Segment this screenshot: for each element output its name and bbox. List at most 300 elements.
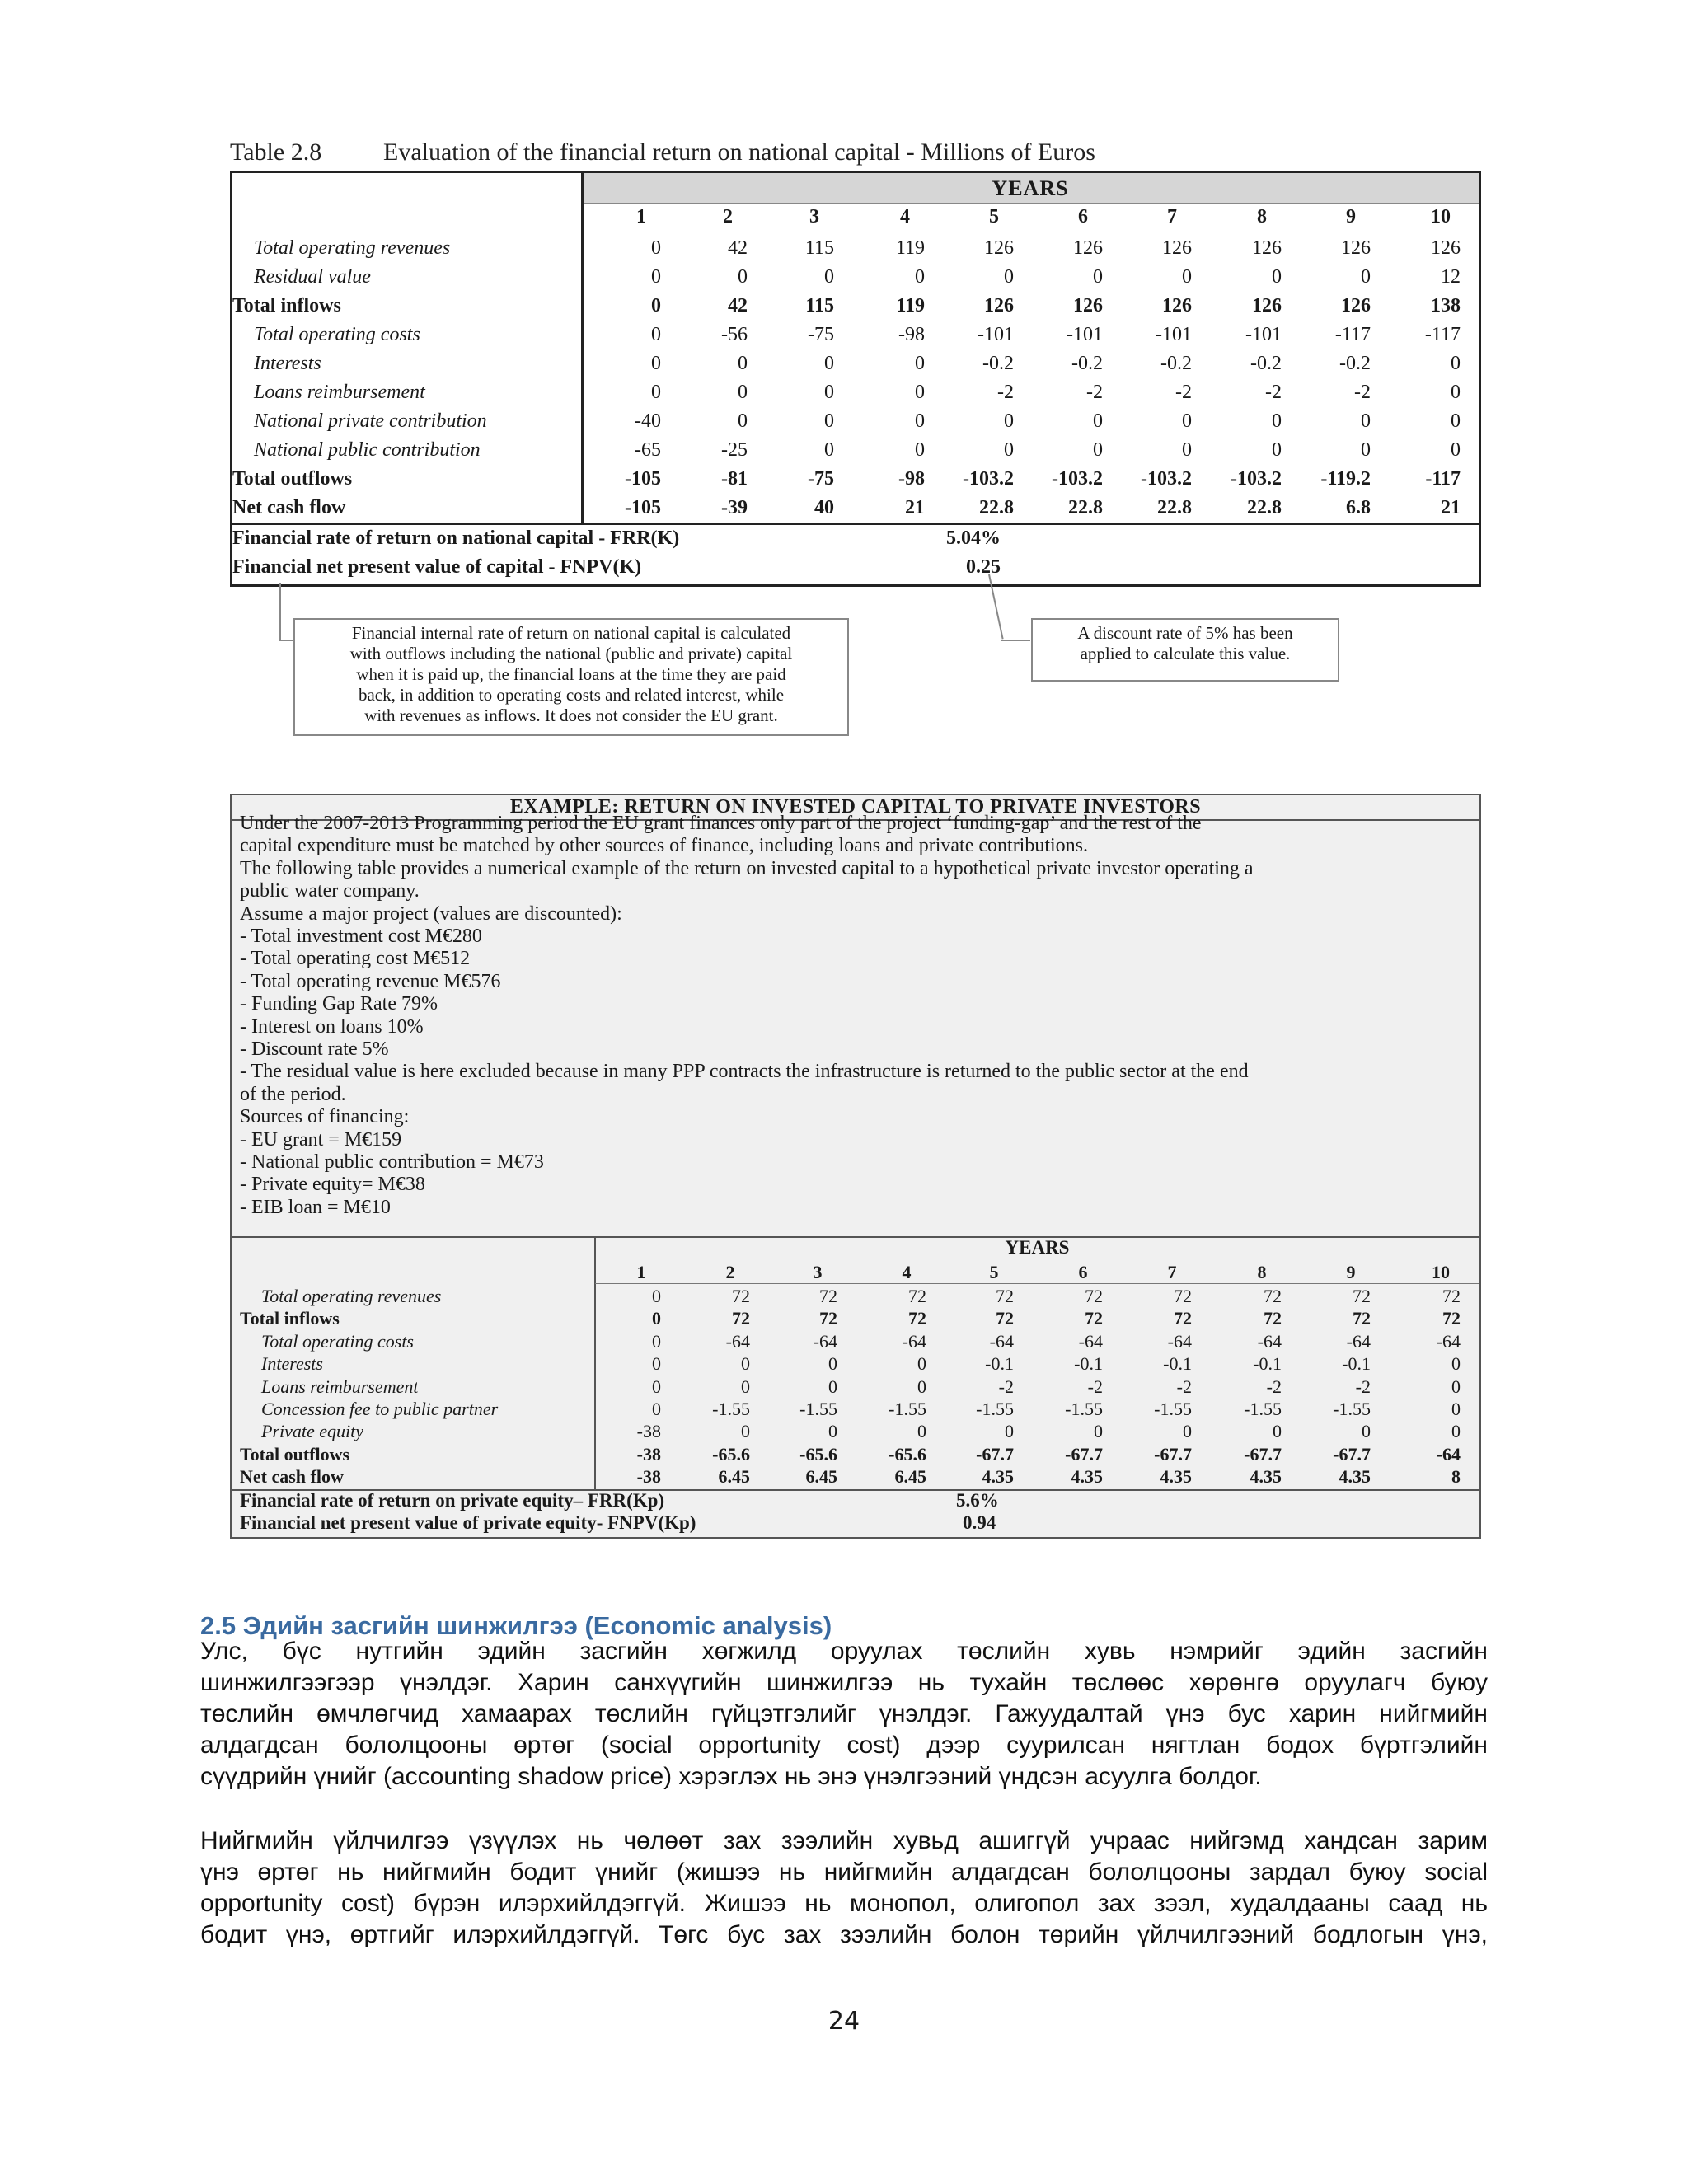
year-cell: 4: [900, 206, 910, 227]
value-cell: 0: [1361, 410, 1371, 432]
value-cell: 0: [1182, 410, 1192, 432]
value-cell: -64: [725, 1330, 750, 1352]
value-cell: 0: [1451, 1399, 1461, 1419]
value-cell: 126: [1341, 295, 1371, 316]
callout-line: Financial internal rate of return on national capital is calculated: [351, 623, 791, 643]
value-cell: -75: [808, 324, 834, 345]
value-cell: -1.55: [1065, 1399, 1103, 1419]
example-line: public water company.: [240, 880, 420, 902]
year-cell: 7: [1167, 206, 1177, 227]
value-cell: 21: [905, 497, 925, 518]
example-line: Sources of financing:: [240, 1106, 410, 1128]
value-cell: 126: [1252, 295, 1282, 316]
value-cell: 0: [651, 324, 661, 345]
value-cell: 126: [1252, 237, 1282, 259]
row-label: Residual value: [254, 266, 371, 288]
table-row: [232, 378, 1479, 407]
section-heading: 2.5 Эдийн засгийн шинжилгээ (Economic analysis): [200, 1611, 832, 1640]
example-fnpv-value: 0.94: [963, 1512, 996, 1533]
value-cell: 22.8: [1068, 497, 1103, 518]
value-cell: 0: [652, 1308, 661, 1329]
value-cell: 0: [651, 266, 661, 288]
year-cell: 8: [1257, 1262, 1267, 1282]
paragraph-line: төслийн өмчлөгчид хамаарах төслийн гүйцэтгэлийг үнэлдэг. Гажуудалтай үнэ бус харин нийгмийн: [200, 1700, 1488, 1727]
value-cell: 126: [984, 237, 1014, 259]
value-cell: 126: [1073, 295, 1103, 316]
value-cell: 0: [652, 1376, 661, 1397]
example-line: - Total operating cost M€512: [240, 948, 471, 970]
value-cell: 0: [652, 1330, 661, 1352]
value-cell: -56: [721, 324, 748, 345]
value-cell: 0: [1272, 266, 1282, 288]
value-cell: 0: [824, 266, 834, 288]
example-table-row: [232, 1284, 1479, 1306]
value-cell: -2: [1354, 382, 1371, 403]
table-row: [232, 349, 1479, 378]
value-cell: 0: [1362, 1421, 1371, 1442]
paragraph-2: [200, 1825, 1488, 1951]
value-cell: 0: [828, 1376, 837, 1397]
table-row: [232, 407, 1479, 436]
table-caption: [230, 138, 1095, 166]
value-cell: 0: [1004, 266, 1014, 288]
paragraph-line: бодит үнэ, өртгийг илэрхийлдэггүй. Төгс бус зах зээлийн болон төрийн үйлчилгээний бодлогын үнэ,: [200, 1921, 1488, 1948]
example-table-row: [232, 1397, 1479, 1419]
value-cell: -103.2: [1141, 468, 1192, 490]
example-table-row: [232, 1352, 1479, 1374]
value-cell: -1.55: [799, 1399, 837, 1419]
value-cell: -64: [989, 1330, 1014, 1352]
value-cell: 0: [741, 1353, 750, 1375]
paragraph-line: үнэ өртөг нь нийгмийн бодит үнийг (жишээ нь нийгмийн алдагдсан бололцооны зардал буюу social: [200, 1858, 1488, 1886]
value-cell: 72: [1085, 1286, 1103, 1306]
value-cell: 0: [1451, 439, 1461, 461]
example-line: capital expenditure must be matched by other sources of finance, including loans and private contributions.: [240, 835, 1089, 857]
value-cell: 0: [738, 382, 748, 403]
value-cell: 22.8: [1247, 497, 1282, 518]
value-cell: -2: [1355, 1376, 1371, 1397]
fnpv-value: 0.25: [966, 556, 1001, 578]
year-cell: 4: [902, 1262, 912, 1282]
value-cell: 115: [804, 237, 834, 259]
value-cell: -0.2: [1071, 353, 1103, 374]
table-row: [232, 321, 1479, 349]
value-cell: -40: [635, 410, 661, 432]
value-cell: -2: [1265, 382, 1282, 403]
value-cell: 0: [828, 1353, 837, 1375]
value-cell: 126: [1162, 237, 1192, 259]
row-label: Loans reimbursement: [254, 382, 425, 403]
value-cell: -117: [1425, 468, 1461, 490]
value-cell: -101: [1067, 324, 1103, 345]
value-cell: 0: [824, 410, 834, 432]
year-cell: 2: [723, 206, 733, 227]
value-cell: -1.55: [976, 1399, 1014, 1419]
value-cell: 72: [1174, 1286, 1192, 1306]
value-cell: 40: [814, 497, 834, 518]
row-label: Loans reimbursement: [261, 1376, 419, 1397]
example-line: Assume a major project (values are discounted):: [240, 902, 622, 925]
value-cell: -101: [1245, 324, 1282, 345]
year-cell: 3: [813, 1262, 823, 1282]
value-cell: -117: [1334, 324, 1371, 345]
value-cell: 0: [652, 1353, 661, 1375]
value-cell: 0: [651, 295, 661, 316]
value-cell: 0: [915, 353, 925, 374]
value-cell: 0: [915, 410, 925, 432]
value-cell: 4.35: [1071, 1466, 1103, 1488]
value-cell: -64: [1346, 1330, 1371, 1352]
callout-line: with outflows including the national (public and private) capital: [349, 644, 793, 663]
value-cell: -65.6: [712, 1443, 750, 1465]
example-line: - The residual value is here excluded because in many PPP contracts the infrastructure is returned to the public sector at the end: [240, 1061, 1249, 1083]
value-cell: 72: [732, 1286, 750, 1306]
year-cell: 5: [989, 1262, 999, 1282]
value-cell: -1.55: [889, 1399, 926, 1419]
year-cell: 10: [1431, 206, 1451, 227]
value-cell: 0: [738, 266, 748, 288]
value-cell: 0: [828, 1421, 837, 1442]
value-cell: 0: [1272, 410, 1282, 432]
value-cell: 0: [824, 439, 834, 461]
value-cell: -0.2: [1339, 353, 1371, 374]
value-cell: -0.1: [1074, 1353, 1103, 1375]
callout-frr-note: [293, 618, 849, 736]
value-cell: -0.1: [1342, 1353, 1371, 1375]
value-cell: 0: [1272, 439, 1282, 461]
value-cell: -0.1: [1163, 1353, 1192, 1375]
value-cell: 72: [1264, 1308, 1282, 1329]
value-cell: -1.55: [1154, 1399, 1192, 1419]
value-cell: 0: [915, 382, 925, 403]
value-cell: 0: [741, 1376, 750, 1397]
value-cell: -0.2: [1250, 353, 1282, 374]
paragraph-line: сүүдрийн үнийг (accounting shadow price) хэрэглэх нь энэ үнэлгээний үндсэн асуулга болдог.: [200, 1763, 1262, 1790]
example-line: - Funding Gap Rate 79%: [240, 993, 438, 1015]
value-cell: 72: [996, 1286, 1014, 1306]
example-years-header: YEARS: [1005, 1237, 1070, 1258]
value-cell: 4.35: [1250, 1466, 1282, 1488]
row-label: National private contribution: [254, 410, 487, 432]
value-cell: 126: [1073, 237, 1103, 259]
value-cell: 72: [908, 1286, 926, 1306]
year-cell: 1: [636, 206, 646, 227]
value-cell: -38: [636, 1421, 661, 1442]
value-cell: 72: [1442, 1286, 1461, 1306]
value-cell: -67.7: [1244, 1443, 1282, 1465]
table-number: Table 2.8: [230, 138, 322, 166]
value-cell: 4.35: [1160, 1466, 1192, 1488]
row-label: Private equity: [261, 1421, 364, 1442]
value-cell: 22.8: [1157, 497, 1192, 518]
table-row: [232, 292, 1479, 321]
row-label: Net cash flow: [240, 1466, 344, 1488]
value-cell: -2: [998, 1376, 1014, 1397]
value-cell: 72: [819, 1308, 837, 1329]
row-label: Total outflows: [240, 1443, 350, 1465]
value-cell: -65: [635, 439, 661, 461]
year-cell: 5: [989, 206, 999, 227]
example-line: Under the 2007-2013 Programming period the EU grant finances only part of the project ‘funding-gap’ and the rest of the: [240, 813, 1202, 834]
row-label: Total operating costs: [261, 1330, 414, 1352]
value-cell: -2: [1087, 1376, 1103, 1397]
callout-line: applied to calculate this value.: [1080, 644, 1291, 663]
row-label: Interests: [261, 1353, 323, 1375]
frr-value: 5.04%: [946, 527, 1001, 549]
value-cell: 0: [917, 1353, 926, 1375]
year-cell: 6: [1078, 1262, 1088, 1282]
value-cell: 0: [915, 439, 925, 461]
value-cell: 12: [1441, 266, 1461, 288]
paragraph-1: [200, 1636, 1488, 1793]
row-label: Total inflows: [240, 1308, 340, 1329]
table-row: [232, 234, 1479, 263]
value-cell: 0: [1005, 1421, 1014, 1442]
value-cell: 22.8: [979, 497, 1014, 518]
value-cell: 0: [824, 353, 834, 374]
example-table-row: [232, 1442, 1479, 1465]
value-cell: 126: [1341, 237, 1371, 259]
example-line: - Total investment cost M€280: [240, 926, 482, 947]
example-title: EXAMPLE: RETURN ON INVESTED CAPITAL TO PRIVATE INVESTORS: [509, 796, 1202, 818]
value-cell: 0: [1004, 410, 1014, 432]
value-cell: -39: [721, 497, 748, 518]
example-line: - Total operating revenue M€576: [240, 970, 501, 992]
value-cell: 138: [1431, 295, 1461, 316]
value-cell: 0: [1451, 382, 1461, 403]
value-cell: 21: [1441, 497, 1461, 518]
value-cell: -119.2: [1320, 468, 1371, 490]
row-label: Total operating costs: [254, 324, 420, 345]
callout-connector: [279, 583, 281, 641]
value-cell: 0: [1182, 266, 1192, 288]
value-cell: -75: [808, 468, 834, 490]
value-cell: -64: [813, 1330, 837, 1352]
value-cell: 72: [996, 1308, 1014, 1329]
value-cell: 0: [1451, 353, 1461, 374]
value-cell: -101: [978, 324, 1014, 345]
value-cell: 0: [917, 1376, 926, 1397]
value-cell: -25: [721, 439, 748, 461]
table-row: [232, 436, 1479, 465]
example-line: - National public contribution = M€73: [240, 1151, 544, 1173]
value-cell: 72: [732, 1308, 750, 1329]
example-line: - Private equity= M€38: [240, 1174, 425, 1196]
example-line: The following table provides a numerical example of the return on invested capital to a hypothetical private investor operating a: [240, 857, 1254, 879]
value-cell: -103.2: [1231, 468, 1282, 490]
example-table-row: [232, 1419, 1479, 1441]
value-cell: 126: [984, 295, 1014, 316]
callout-line: A discount rate of 5% has been: [1077, 623, 1293, 643]
value-cell: 72: [1264, 1286, 1282, 1306]
value-cell: -0.1: [985, 1353, 1014, 1375]
page-number: 24: [828, 2007, 860, 2036]
example-table-row: [232, 1329, 1479, 1352]
value-cell: 0: [1451, 1353, 1461, 1375]
value-cell: 72: [908, 1308, 926, 1329]
value-cell: -64: [1078, 1330, 1103, 1352]
value-cell: -65.6: [799, 1443, 837, 1465]
value-cell: -2: [1176, 1376, 1192, 1397]
value-cell: -101: [1156, 324, 1192, 345]
value-cell: 0: [1361, 266, 1371, 288]
value-cell: 42: [728, 295, 748, 316]
value-cell: -1.55: [712, 1399, 750, 1419]
value-cell: -103.2: [963, 468, 1014, 490]
paragraph-line: алдагдсан бололцооны өртөг (social opportunity cost) дээр суурилсан нягтлан бодох бүртгэлийн: [200, 1732, 1488, 1759]
value-cell: 4.35: [1339, 1466, 1371, 1488]
table-row: [232, 494, 1479, 523]
year-cell: 9: [1346, 1262, 1356, 1282]
value-cell: -0.2: [1160, 353, 1192, 374]
paragraph-line: opportunity cost) бүрэн илэрхийлдэггүй. Жишээ нь монопол, олигопол зах зээл, худалдааны саад нь: [200, 1890, 1488, 1917]
value-cell: -2: [1266, 1376, 1282, 1397]
table-row: [232, 465, 1479, 494]
paragraph-line: шинжилгээгээр үнэлдэг. Харин санхүүгийн шинжилгээ нь тухайн төслөөс хөрөнгө оруулагч буюу: [200, 1669, 1488, 1696]
value-cell: 0: [741, 1421, 750, 1442]
value-cell: 0: [651, 237, 661, 259]
value-cell: -0.2: [982, 353, 1014, 374]
fnpv-label: Financial net present value of capital - FNPV(K): [232, 556, 642, 578]
value-cell: -64: [1436, 1443, 1461, 1465]
year-cell: 6: [1078, 206, 1088, 227]
value-cell: -64: [1257, 1330, 1282, 1352]
year-cell: 9: [1346, 206, 1356, 227]
value-cell: 72: [1353, 1308, 1371, 1329]
value-cell: -117: [1424, 324, 1461, 345]
value-cell: 0: [1451, 1421, 1461, 1442]
example-table-row: [232, 1306, 1479, 1329]
value-cell: 0: [738, 410, 748, 432]
value-cell: -98: [898, 324, 925, 345]
callout-line: with revenues as inflows. It does not consider the EU grant.: [364, 705, 778, 725]
value-cell: 0: [1182, 439, 1192, 461]
table-title: Evaluation of the financial return on national capital - Millions of Euros: [383, 138, 1095, 166]
callout-connector: [1001, 640, 1030, 641]
value-cell: 126: [1431, 237, 1461, 259]
example-line: - Discount rate 5%: [240, 1038, 389, 1060]
value-cell: 0: [915, 266, 925, 288]
example-year-row: [232, 1260, 1479, 1282]
paragraph-line: Улс, бүс нутгийн эдийн засгийн хөгжилд оруулах төслийн хувь нэмрийг эдийн засгийн: [200, 1638, 1488, 1665]
value-cell: 0: [917, 1421, 926, 1442]
callout-line: when it is paid up, the financial loans at the time they are paid: [356, 664, 786, 684]
row-label: Total outflows: [232, 468, 353, 490]
value-cell: -67.7: [1065, 1443, 1103, 1465]
paragraph-line: Нийгмийн үйлчилгээ үзүүлэх нь чөлөөт зах зээлийн хувьд ашиггүй учраас нийгэмд хандсан зарим: [200, 1827, 1488, 1854]
value-cell: 72: [1085, 1308, 1103, 1329]
value-cell: -103.2: [1052, 468, 1103, 490]
value-cell: 0: [1093, 439, 1103, 461]
value-cell: 0: [652, 1399, 661, 1419]
value-cell: 8: [1451, 1466, 1461, 1488]
table-year-row: [232, 203, 1479, 232]
value-cell: -38: [636, 1443, 661, 1465]
row-label: Total operating revenues: [261, 1286, 442, 1306]
row-label: Concession fee to public partner: [261, 1399, 499, 1419]
example-line: - EIB loan = M€10: [240, 1196, 391, 1218]
value-cell: -2: [1175, 382, 1192, 403]
value-cell: 0: [1183, 1421, 1192, 1442]
value-cell: -0.1: [1253, 1353, 1282, 1375]
year-cell: 10: [1432, 1262, 1450, 1282]
value-cell: 119: [895, 237, 925, 259]
value-cell: -105: [625, 468, 661, 490]
years-header: YEARS: [992, 176, 1069, 200]
value-cell: 72: [1353, 1286, 1371, 1306]
value-cell: 0: [1273, 1421, 1282, 1442]
example-fnpv-label: Financial net present value of private equity- FNPV(Kp): [240, 1512, 696, 1533]
callout-discount-note: [1031, 618, 1339, 682]
frr-label: Financial rate of return on national capital - FRR(K): [232, 527, 680, 549]
row-label: Total operating revenues: [254, 237, 451, 259]
value-cell: 0: [1451, 1376, 1461, 1397]
value-cell: 6.8: [1346, 497, 1371, 518]
year-cell: 2: [725, 1262, 735, 1282]
value-cell: 0: [738, 353, 748, 374]
value-cell: 126: [1162, 295, 1192, 316]
value-cell: 0: [1093, 266, 1103, 288]
year-cell: 7: [1167, 1262, 1177, 1282]
value-cell: 42: [728, 237, 748, 259]
summary-divider: [232, 523, 1479, 525]
value-cell: -67.7: [976, 1443, 1014, 1465]
row-label: National public contribution: [254, 439, 481, 461]
value-cell: 6.45: [805, 1466, 837, 1488]
value-cell: -64: [1436, 1330, 1461, 1352]
value-cell: 6.45: [718, 1466, 750, 1488]
row-label: Total inflows: [232, 295, 341, 316]
year-cell: 8: [1257, 206, 1267, 227]
value-cell: -67.7: [1154, 1443, 1192, 1465]
example-line: - EU grant = M€159: [240, 1128, 402, 1151]
value-cell: -65.6: [889, 1443, 926, 1465]
example-table-row: [232, 1375, 1479, 1397]
value-cell: 0: [1093, 410, 1103, 432]
value-cell: -105: [625, 497, 661, 518]
value-cell: 0: [1361, 439, 1371, 461]
value-cell: -1.55: [1244, 1399, 1282, 1419]
value-cell: -67.7: [1333, 1443, 1371, 1465]
value-cell: 0: [1094, 1421, 1103, 1442]
value-cell: -98: [898, 468, 925, 490]
year-cell: 3: [809, 206, 819, 227]
year-cell: 1: [636, 1262, 646, 1282]
value-cell: 0: [651, 353, 661, 374]
value-cell: -2: [997, 382, 1014, 403]
value-cell: 0: [651, 382, 661, 403]
value-cell: 119: [896, 295, 925, 316]
example-line: of the period.: [240, 1083, 346, 1105]
value-cell: 0: [1451, 410, 1461, 432]
value-cell: -2: [1086, 382, 1103, 403]
table-row: [232, 263, 1479, 292]
value-cell: -64: [1167, 1330, 1192, 1352]
example-frr-value: 5.6%: [956, 1490, 999, 1511]
value-cell: 72: [1442, 1308, 1461, 1329]
callout-connector: [279, 640, 293, 641]
value-cell: 0: [652, 1286, 661, 1306]
value-cell: -38: [636, 1466, 661, 1488]
example-table-row: [232, 1465, 1479, 1487]
value-cell: 0: [824, 382, 834, 403]
value-cell: -64: [902, 1330, 926, 1352]
value-cell: 115: [805, 295, 834, 316]
value-cell: 72: [1174, 1308, 1192, 1329]
value-cell: -81: [721, 468, 748, 490]
row-label: Interests: [254, 353, 321, 374]
value-cell: 72: [819, 1286, 837, 1306]
